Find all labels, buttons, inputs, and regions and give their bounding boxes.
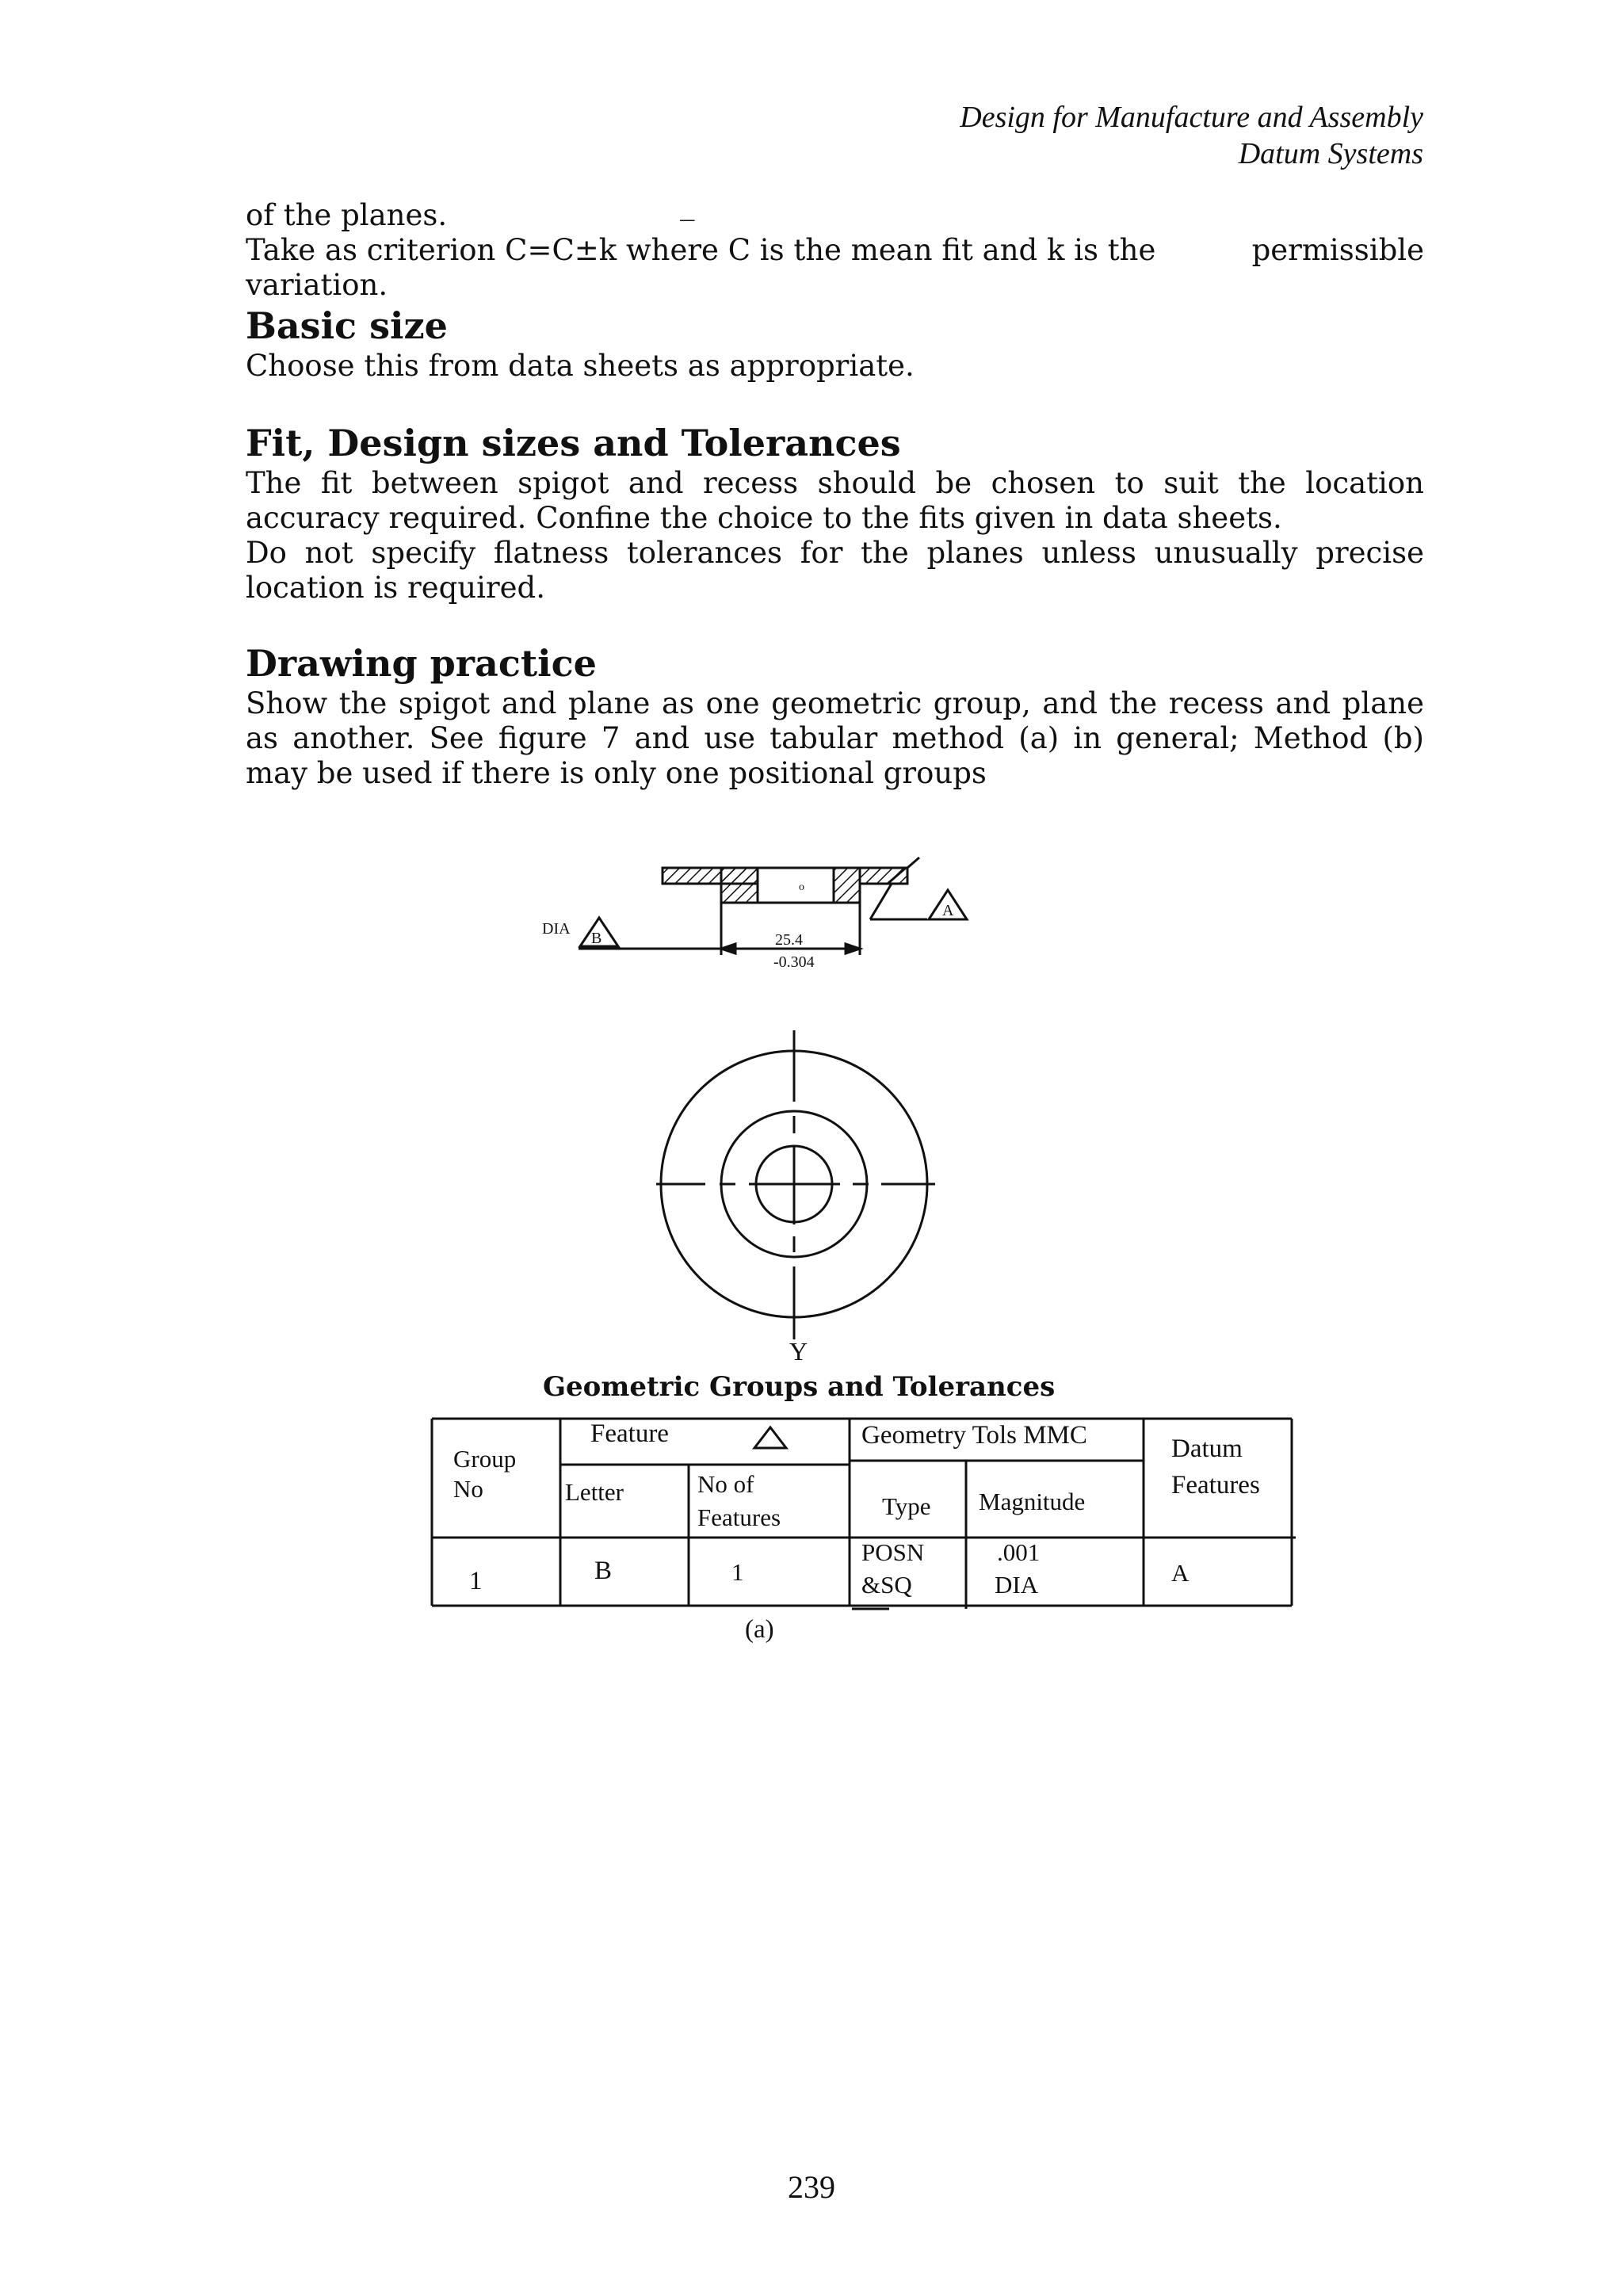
- cell-no-of-features: 1: [731, 1558, 744, 1586]
- header-datum-features: Datum Features: [1171, 1435, 1260, 1499]
- section-paragraph: The fit between spigot and recess should be chosen to suit the location accuracy required. Confine the choice to the fits given in data sheets.: [246, 466, 1424, 535]
- cell-letter: B: [594, 1557, 613, 1585]
- cell-datum: A: [1171, 1559, 1190, 1587]
- table-caption: (a): [745, 1615, 774, 1644]
- bore-center-mark: o: [799, 881, 804, 893]
- running-header-subtitle: Datum Systems: [1238, 137, 1423, 170]
- cell-type-line-1: POSN: [861, 1538, 925, 1566]
- page-number: 239: [788, 2169, 835, 2205]
- header-type: Type: [882, 1492, 931, 1520]
- section-heading: Fit, Design sizes and Tolerances: [246, 422, 901, 464]
- table-title: Geometric Groups and Tolerances: [543, 1371, 1056, 1403]
- section-heading: Basic size: [246, 304, 448, 347]
- section-paragraph: Show the spigot and plane as one geometric group, and the recess and plane as another. See figure 7 and use tabular method (a) in general; Method (b) may be used if there is only one positional groups: [246, 686, 1424, 790]
- axis-label-y: Y: [789, 1337, 808, 1366]
- dia-label: DIA: [542, 920, 571, 938]
- dimension-value: 25.4: [775, 931, 803, 949]
- header-group-no: Group No: [453, 1445, 517, 1503]
- intro-line-1: of the planes. _: [246, 187, 695, 232]
- section-heading: Drawing practice: [246, 642, 597, 685]
- intro-line-2: Take as criterion C=C±k where C is the mean fit and k is the permissible: [246, 233, 1424, 267]
- dimension-tolerance: -0.304: [773, 953, 815, 971]
- section-paragraph: Do not specify flatness tolerances for the planes unless unusually precise location is required.: [246, 536, 1424, 605]
- overbar-mark: _: [680, 187, 695, 221]
- header-letter: Letter: [565, 1478, 624, 1506]
- cell-magnitude-line-1: .001: [997, 1538, 1041, 1566]
- cell-type-line-2: &SQ: [861, 1571, 912, 1599]
- running-header-title: Design for Manufacture and Assembly: [960, 101, 1423, 134]
- intro-line-3: variation.: [246, 268, 388, 302]
- header-feature: Feature: [590, 1419, 669, 1448]
- header-geometry-tols: Geometry Tols MMC: [861, 1421, 1087, 1450]
- datum-a-label: A: [942, 902, 954, 919]
- cell-group-no: 1: [469, 1567, 483, 1595]
- feature-triangle-icon: [754, 1427, 786, 1448]
- cell-magnitude-line-2: DIA: [995, 1571, 1039, 1599]
- header-magnitude: Magnitude: [979, 1488, 1086, 1515]
- datum-b-label: B: [591, 930, 602, 947]
- header-no-of-features: No of Features: [697, 1470, 781, 1531]
- section-paragraph: Choose this from data sheets as appropriate.: [246, 349, 915, 383]
